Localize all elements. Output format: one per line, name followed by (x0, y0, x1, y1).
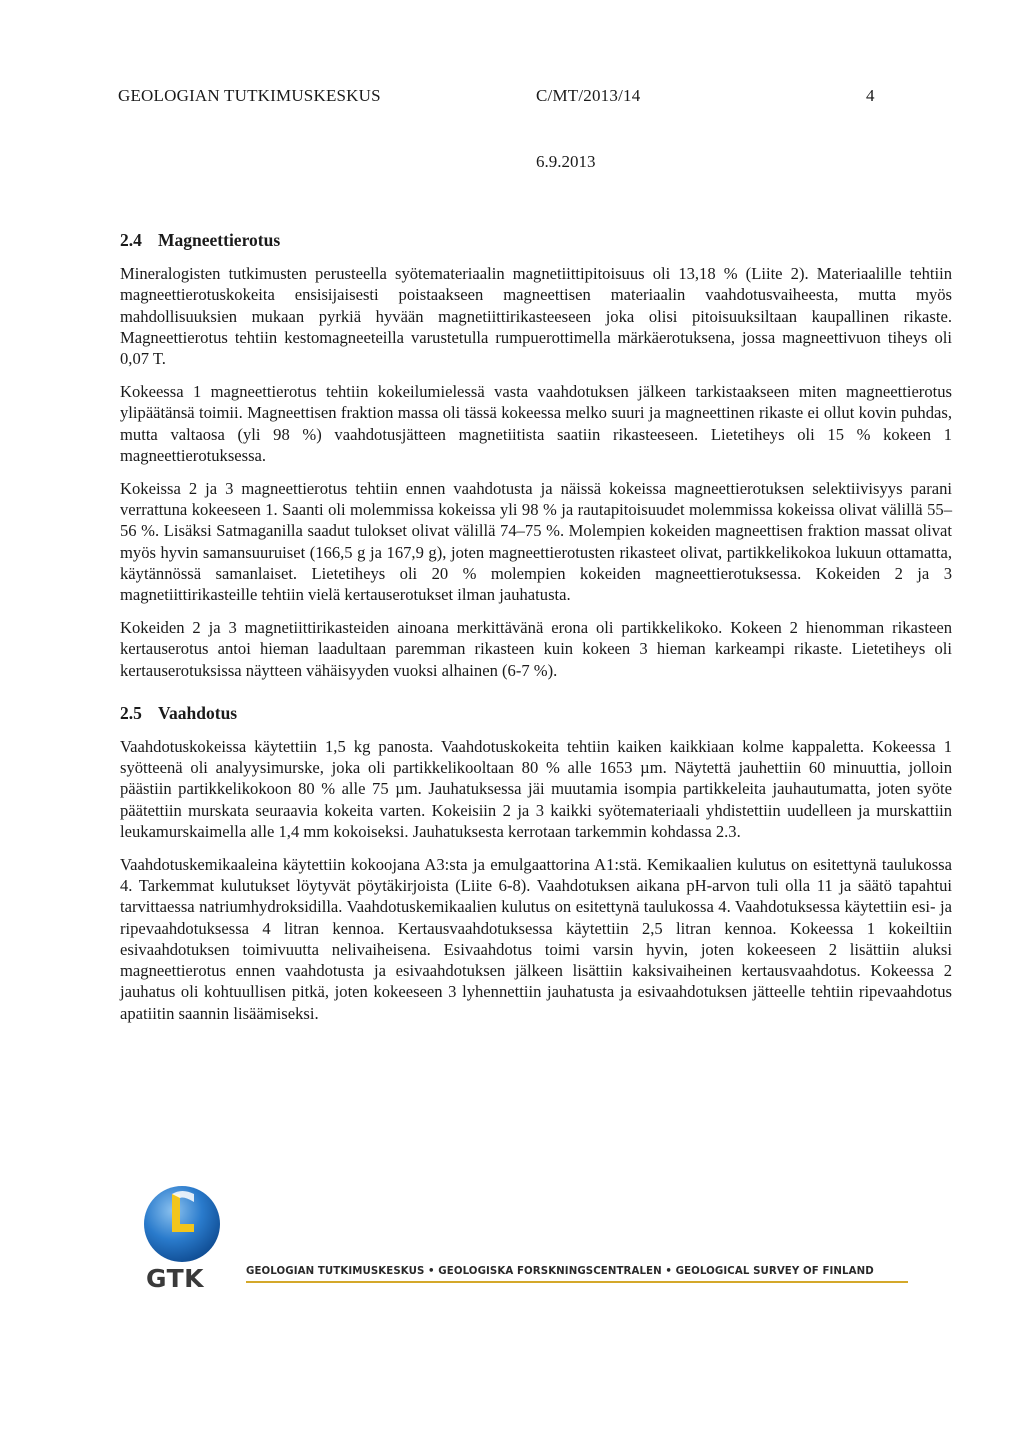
section-number: 2.5 (120, 702, 142, 723)
section-title: Magneettierotus (158, 230, 281, 250)
section-heading-vaahdotus (120, 703, 952, 724)
paragraph: Kokeessa 1 magneettierotus tehtiin kokeilumielessä vasta vaahdotuksen jälkeen tarkistaakseen miten magneettierotus ylipäätänsä toimii. Magneettisen fraktion massa oli tässä kokeessa melko suuri ja magneettinen rikaste ei ollut kovin puhdas, mutta valtaosa (yli 98 %) vaahdotusjätteen magnetiitista saatiin rikasteeseen. Lietetiheys oli 15 % kokeen 1 magneettierotuksessa. (120, 382, 952, 465)
paragraph: Kokeiden 2 ja 3 magnetiittirikasteiden ainoana merkittävänä erona oli partikkelikoko. Kokeen 2 hienomman rikasteen kertauserotus antoi hieman laadultaan paremman rikasteen kuin kokeen 3 hieman karkeampi rikaste. Lietetiheys oli kertauserotuksissa näytteen vähäisyyden vuoksi alhainen (6-7 %). (120, 618, 952, 680)
gtk-logo-text: GTK (146, 1264, 205, 1293)
section-heading-magneettierotus (120, 230, 952, 251)
gtk-logo (142, 1176, 222, 1296)
page-header (118, 86, 898, 116)
header-page-number: 4 (866, 86, 875, 105)
header-date: 6.9.2013 (536, 152, 596, 171)
header-report-code: C/MT/2013/14 (536, 86, 641, 105)
document-body (120, 230, 952, 1036)
page-footer (142, 1176, 912, 1296)
paragraph: Mineralogisten tutkimusten perusteella syötemateriaalin magnetiittipitoisuus oli 13,18 % (Liite 2). Materiaalille tehtiin magneettierotuskokeita ensisijaisesti poistaakseen magneettisen materiaalin vaahdotusvaiheesta, mutta myös mahdollisuuksien mukaan pyrkiä hyvään magnetiittirikasteeseen joka olisi pitoisuuksiltaan kaupallinen rikaste. Magneettierotus tehtiin kestomagneeteilla varustetulla rumpuerottimella märkäerotuksena, jossa magneettivuon tiheys oli 0,07 T. (120, 264, 952, 369)
globe-logo-icon (142, 1176, 222, 1266)
header-organization: GEOLOGIAN TUTKIMUSKESKUS (118, 86, 381, 105)
section-title: Vaahdotus (158, 702, 238, 723)
paragraph: Vaahdotuskokeissa käytettiin 1,5 kg panosta. Vaahdotuskokeita tehtiin kaiken kaikkiaan kolme kappaletta. Kokeessa 1 syötteenä oli analyysimurske, joka oli partikkelikooltaan 80 % alle 1653 µm. Näytettä jauhettiin 60 minuuttia, jolloin päästiin partikkelikokoon 80 % alle 75 µm. Jauhatuksessa jäi muutamia isompia partikkeleita jauhautumatta, joten syöte päätettiin murskata seuraavia kokeita varten. Kokeisiin 2 ja 3 kaikki syötemateriaali yhdistettiin uudelleen ja murskattiin leukamurskaimella alle 1,4 mm kokoiseksi. Jauhatuksesta kerrotaan tarkemmin kohdassa 2.3. (120, 737, 952, 841)
section-number: 2.4 (120, 230, 142, 250)
footer-tagline: GEOLOGIAN TUTKIMUSKESKUS • GEOLOGISKA FORSKNINGSCENTRALEN • GEOLOGICAL SURVEY OF FINLAND (246, 1266, 908, 1283)
paragraph: Vaahdotuskemikaaleina käytettiin kokoojana A3:sta ja emulgaattorina A1:stä. Kemikaalien kulutus on esitettynä taulukossa 4. Tarkemmat kulutukset löytyvät pöytäkirjoista (Liite 6-8). Vaahdotuksen aikana pH-arvon tuli olla 11 ja säätö tapahtui tarvittaessa natriumhydroksidilla. Vaahdotuskemikaalien kulutus on esitettynä taulukossa 4. Vaahdotuksessa käytettiin esi- ja ripevaahdotuksessa 4 litran kennoa. Kertausvaahdotuksessa käytettiin 2,5 litran kennoa. Kokeessa 1 kokeiltiin esivaahdotuksen toimivuutta nelivaiheisena. Esivaahdotus toimi varsin hyvin, joten kokeeseen 2 lisättiin aluksi magneettierotus ennen vaahdotusta ja esivaahdotuksen jälkeen lisättiin kaksivaiheinen kertausvaahdotus. Kokeessa 2 jauhatus oli kohtuullisen pitkä, joten kokeeseen 3 lyhennettiin jauhatusta ja esivaahdotuksen jätteelle tehtiin ripevaahdotus apatiitin saannin lisäämiseksi. (120, 855, 952, 1023)
paragraph: Kokeissa 2 ja 3 magneettierotus tehtiin ennen vaahdotusta ja näissä kokeissa magneettierotuksen selektiivisyys parani verrattuna kokeeseen 1. Saanti oli molemmissa kokeissa yli 98 % ja rautapitoisuudet molemmissa kokeissa olivat välillä 55–56 %. Lisäksi Satmaganilla saadut tulokset olivat välillä 74–75 %. Molempien kokeiden magneettisen fraktion massat olivat myös hyvin samansuuruiset (166,5 g ja 167,9 g), joten magneettierotusten rikasteet olivat, partikkelikokoa lukuun ottamatta, käytännössä samanlaiset. Lietetiheys oli 20 % molempien kokeiden magneettierotuksessa. Kokeiden 2 ja 3 magnetiittirikasteille tehtiin vielä kertauserotukset ilman jauhatusta. (120, 479, 952, 605)
